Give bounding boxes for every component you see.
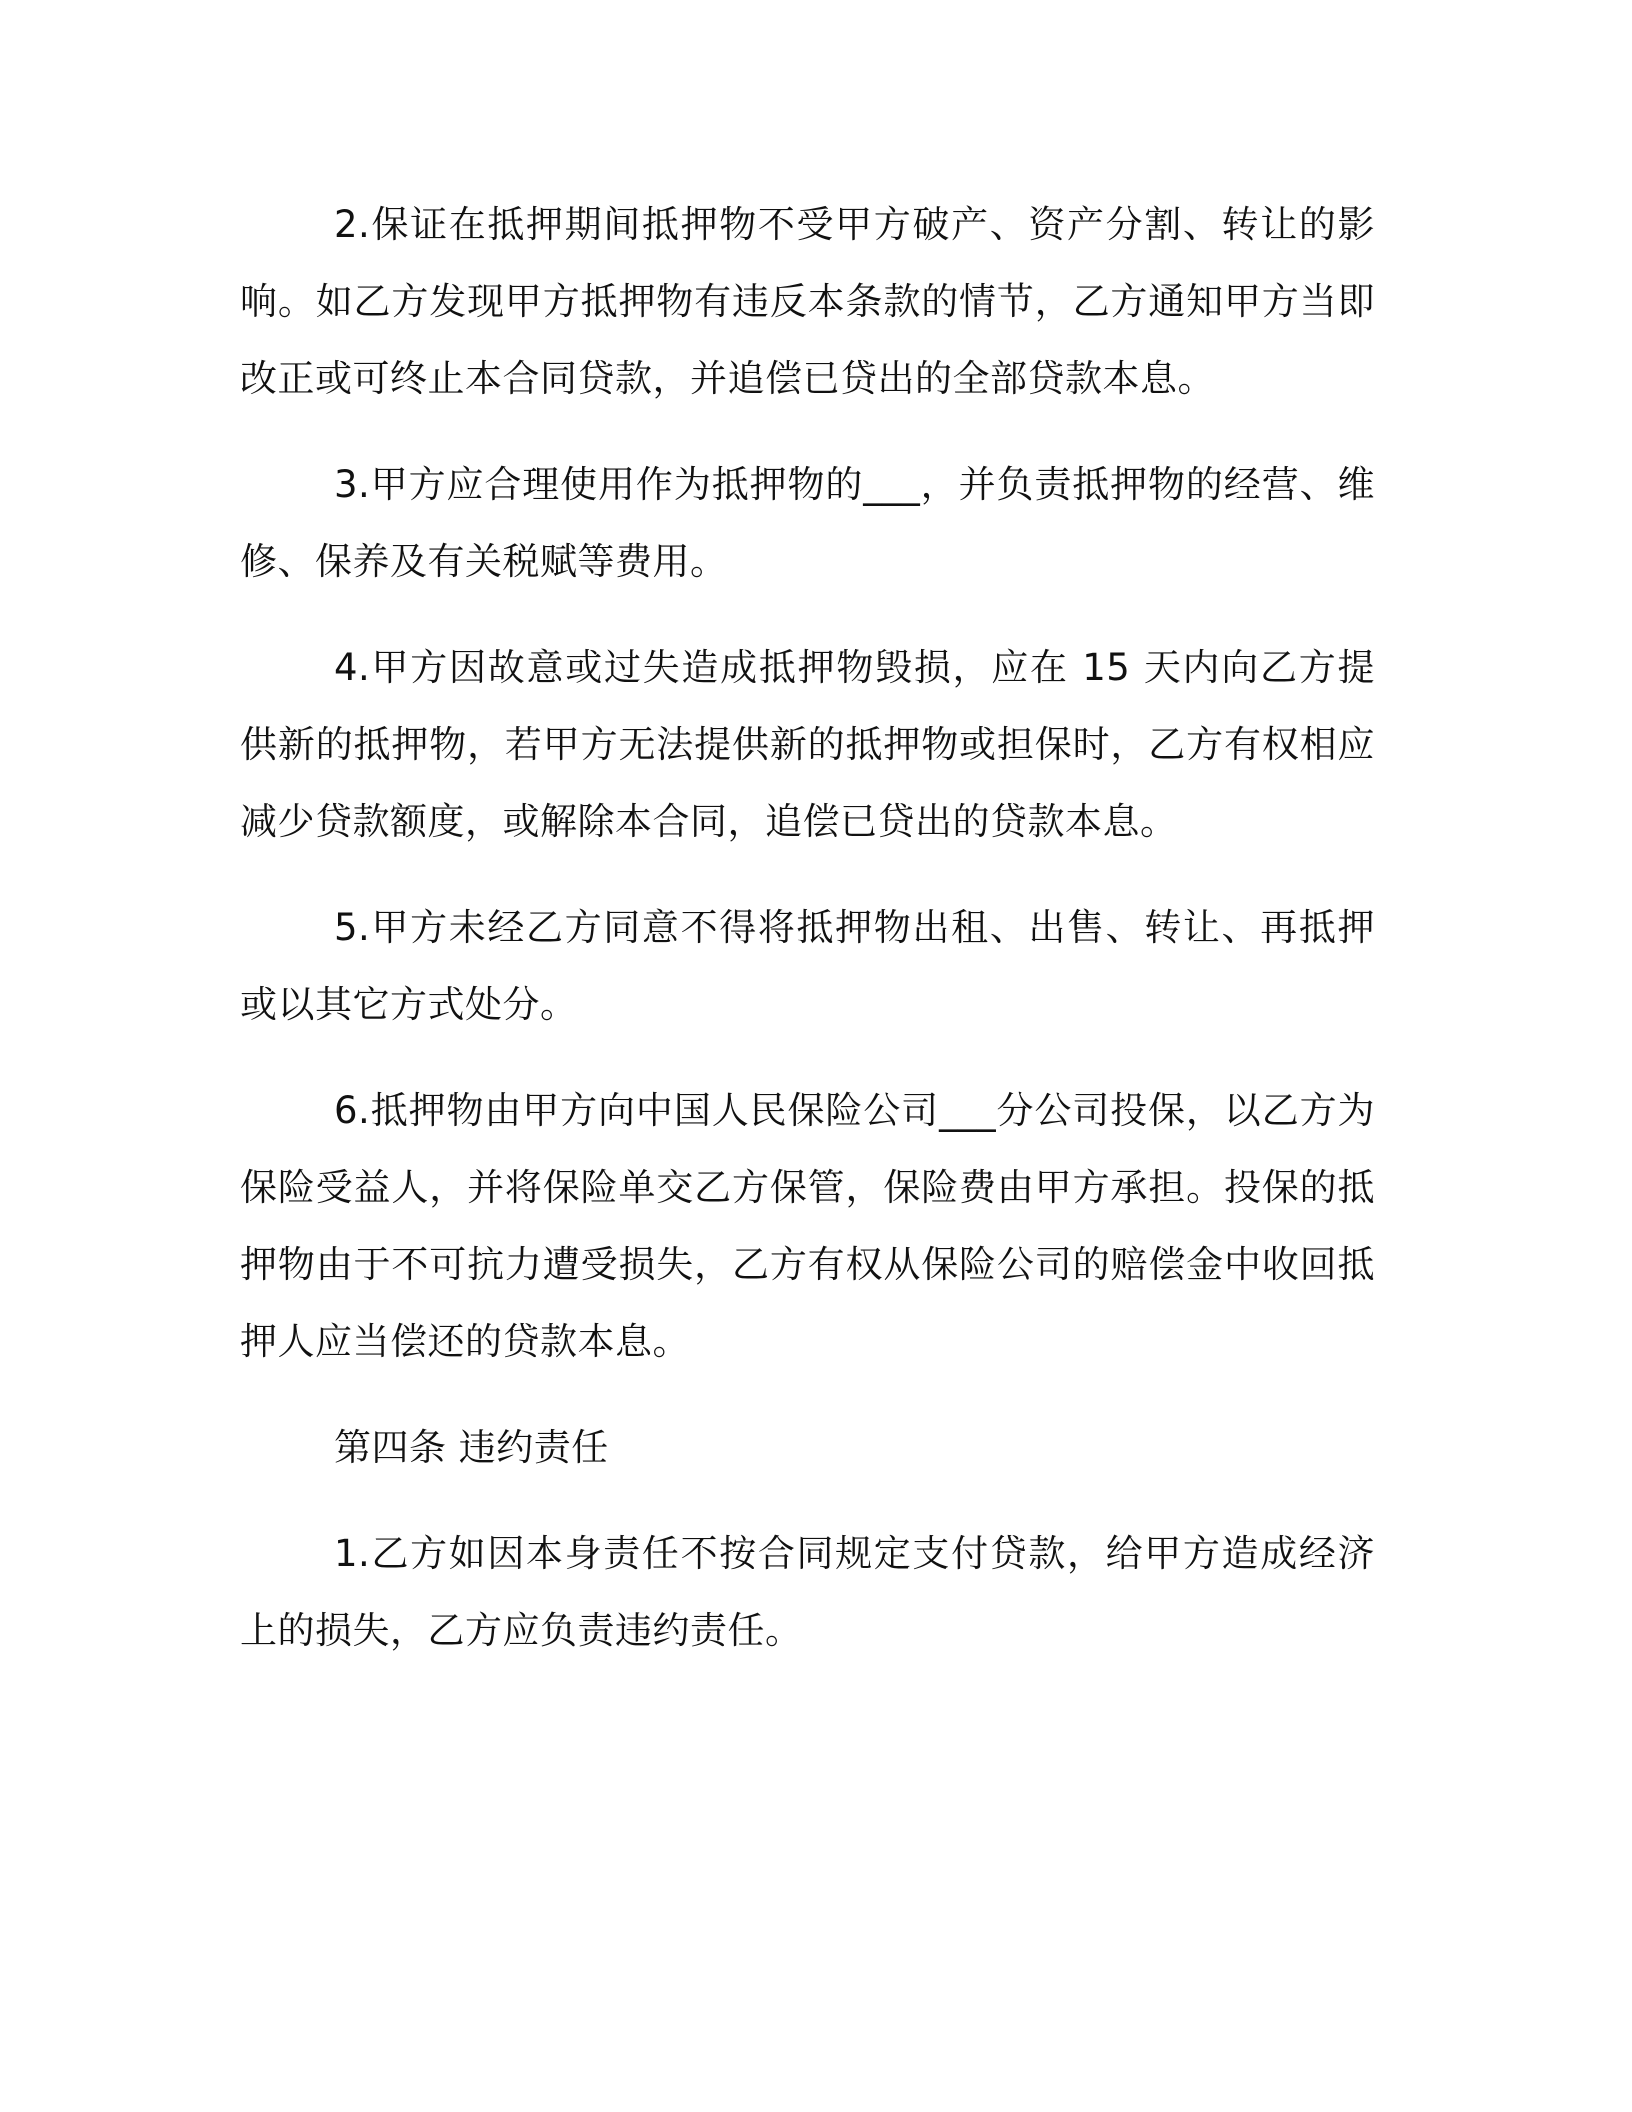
- clause-5: 5.甲方未经乙方同意不得将抵押物出租、出售、转让、再抵押或以其它方式处分。: [240, 906, 1375, 1026]
- clause-3: 3.甲方应合理使用作为抵押物的___，并负责抵押物的经营、维修、保养及有关税赋等费用。: [240, 463, 1375, 583]
- clause-2: 2.保证在抵押期间抵押物不受甲方破产、资产分割、转让的影响。如乙方发现甲方抵押物有违反本条款的情节，乙方通知甲方当即改正或可终止本合同贷款，并追偿已贷出的全部贷款本息。: [240, 203, 1375, 400]
- article-4-clause-1: 1.乙方如因本身责任不按合同规定支付贷款，给甲方造成经济上的损失，乙方应负责违约责任。: [240, 1532, 1375, 1652]
- document-body: [240, 186, 1375, 1698]
- section-heading-article-4: 第四条 违约责任: [334, 1426, 609, 1469]
- clause-6: 6.抵押物由甲方向中国人民保险公司___分公司投保，以乙方为保险受益人，并将保险单交乙方保管，保险费由甲方承担。投保的抵押物由于不可抗力遭受损失，乙方有权从保险公司的赔偿金中收回抵押人应当偿还的贷款本息。: [240, 1089, 1375, 1363]
- clause-4: 4.甲方因故意或过失造成抵押物毁损，应在 15 天内向乙方提供新的抵押物，若甲方无法提供新的抵押物或担保时，乙方有权相应减少贷款额度，或解除本合同，追偿已贷出的贷款本息。: [240, 646, 1375, 843]
